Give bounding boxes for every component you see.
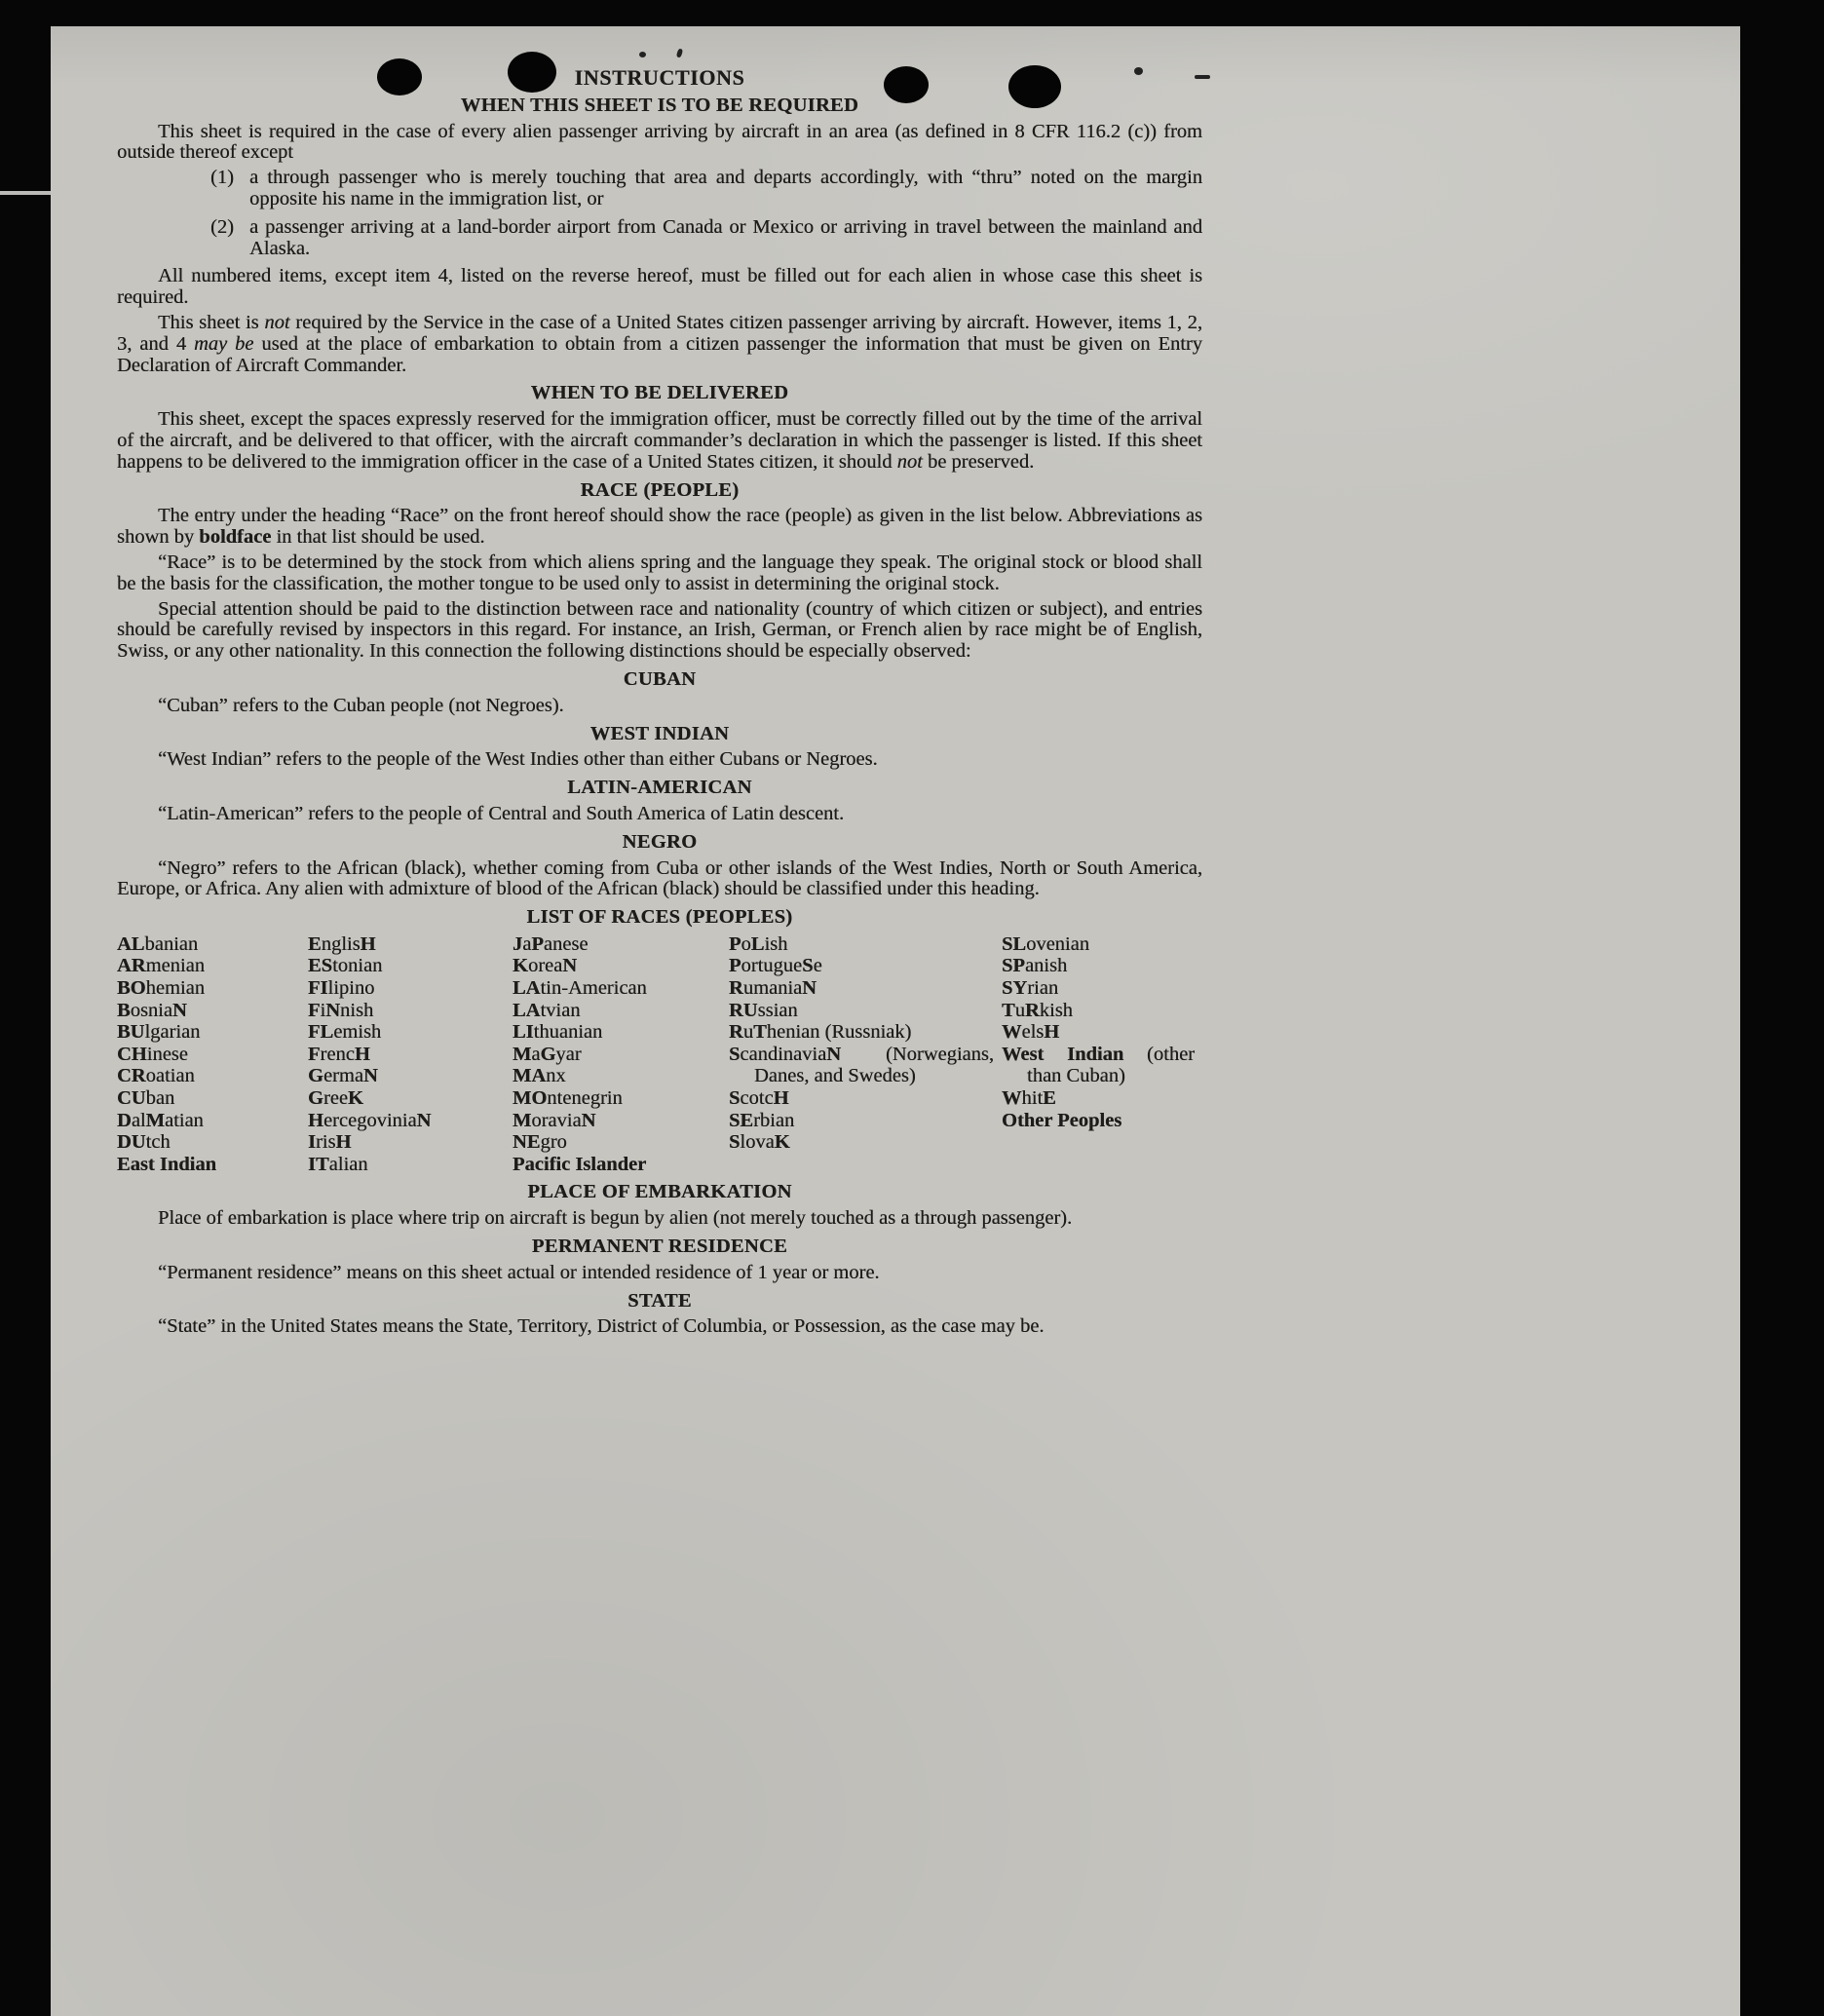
race-item: ITalian — [308, 1153, 368, 1175]
list-number: (1) — [210, 167, 234, 189]
race-item: WhitE — [1002, 1087, 1056, 1110]
race-item: ScandinaviaN (Norwegians, Danes, and Swedes) — [729, 1043, 994, 1087]
races-column — [729, 933, 1002, 1176]
list-item-through-passenger — [210, 168, 1202, 210]
section-heading-races-list: LIST OF RACES (PEOPLES) — [526, 906, 793, 929]
race-item: ARmenian — [117, 955, 205, 977]
section-heading-when-required: WHEN THIS SHEET IS TO BE REQUIRED — [460, 94, 859, 116]
race-item: TuRkish — [1002, 999, 1073, 1021]
ink-speck — [676, 48, 684, 57]
race-item: EnglisH — [308, 932, 376, 955]
races-list — [117, 933, 1202, 1176]
race-item: RUssian — [729, 999, 798, 1021]
section-heading-when-delivered: WHEN TO BE DELIVERED — [530, 382, 789, 404]
race-item: LAtvian — [513, 999, 581, 1021]
paragraph-race-special: Special attention should be paid to the distinction between race and nationality (country of which citizen or subject), and entries should be carefully revised by inspectors in this regard. For instance, an Irish, German, or French alien by race might be of English, Swiss, or any other nationality. In this connection the following distinctions should be especially observed: — [117, 597, 1202, 663]
paragraph-latin-american: “Latin-American” refers to the people of Central and South America of Latin descent. — [158, 802, 845, 824]
paragraph-not-required: This sheet is not required by the Service in the case of a United States citizen passenger arriving by aircraft. However, items 1, 2, 3, and 4 may be used at the place of embarkation to obtain from a citizen passenger the information that must be given on Entry Declaration of Aircraft Commander. — [117, 311, 1202, 376]
race-item: LIthuanian — [513, 1021, 603, 1044]
races-column — [308, 933, 513, 1176]
race-item: ScotcH — [729, 1087, 789, 1110]
section-heading-negro: NEGRO — [622, 830, 698, 853]
section-heading-state: STATE — [627, 1289, 692, 1312]
race-item: SlovaK — [729, 1131, 790, 1154]
list-item-land-border — [210, 217, 1202, 260]
race-item: MOntenegrin — [513, 1087, 623, 1110]
race-item: RuThenian (Russniak) — [729, 1021, 912, 1044]
races-column — [1002, 933, 1202, 1176]
paragraph-state: “State” in the United States means the State, Territory, District of Columbia, or Possession, as the case may be. — [158, 1315, 1045, 1338]
paragraph-west-indian: “West Indian” refers to the people of the West Indies other than either Cubans or Negroes. — [158, 748, 878, 771]
list-number: (2) — [210, 215, 234, 238]
race-item: DUtch — [117, 1131, 171, 1154]
paragraph-cuban: “Cuban” refers to the Cuban people (not Negroes). — [158, 694, 564, 716]
race-item: BOhemian — [117, 977, 205, 1000]
paragraph-race-entry: The entry under the heading “Race” on the front hereof should show the race (people) as given in the list below. Abbreviations as shown by boldface in that list should be used. — [117, 505, 1202, 549]
race-item: PortugueSe — [729, 955, 822, 977]
race-item: FiNnish — [308, 999, 374, 1021]
race-item: JaPanese — [513, 932, 589, 955]
race-item: CHinese — [117, 1043, 188, 1065]
race-item: PoLish — [729, 932, 788, 955]
race-item: FIlipino — [308, 977, 375, 1000]
race-item: HercegoviniaN — [308, 1109, 432, 1131]
section-heading-embarkation: PLACE OF EMBARKATION — [527, 1181, 792, 1203]
race-item: ALbanian — [117, 932, 199, 955]
paragraph-delivered: This sheet, except the spaces expressly reserved for the immigration officer, must be correctly filled out by the time of the arrival of the aircraft, and be delivered to that officer, with the aircraft commander’s declaration in which the passenger is listed. If this sheet happens to be delivered to the immigration officer in the case of a United States citizen, it should not be preserved. — [117, 408, 1202, 473]
race-item: SLovenian — [1002, 932, 1089, 955]
race-item: Other Peoples — [1002, 1109, 1122, 1131]
section-heading-race: RACE (PEOPLE) — [580, 478, 740, 501]
list-item-text: a through passenger who is merely touching that area and departs accordingly, with “thru” noted on the margin opposite his name in the immigration list, or — [249, 167, 1202, 209]
race-item: FLemish — [308, 1021, 382, 1044]
ink-speck — [639, 52, 646, 57]
page-title: INSTRUCTIONS — [574, 65, 745, 90]
race-item: MaGyar — [513, 1043, 582, 1065]
section-heading-latin-american: LATIN-AMERICAN — [567, 777, 752, 799]
document-content — [117, 67, 1202, 1342]
race-item: MoraviaN — [513, 1109, 596, 1131]
race-item: SErbian — [729, 1109, 795, 1131]
paragraph-negro: “Negro” refers to the African (black), whether coming from Cuba or other islands of the West Indies, North or South America, Europe, or Africa. Any alien with admixture of blood of the African (black) should be classified under this heading. — [117, 856, 1202, 900]
race-item: FrencH — [308, 1043, 370, 1065]
paragraph-race-determined: “Race” is to be determined by the stock from which aliens spring and the language they speak. The original stock or blood shall be the basis for the classification, the mother tongue to be used only to assist in determining the original stock. — [117, 551, 1202, 594]
races-column — [117, 933, 308, 1176]
race-item: GreeK — [308, 1087, 363, 1110]
race-item: MAnx — [513, 1065, 566, 1087]
race-item: KoreaN — [513, 955, 578, 977]
race-item: NEgro — [513, 1131, 567, 1154]
paragraph-all-items: All numbered items, except item 4, listed on the reverse hereof, must be filled out for each alien in whose case this sheet is required. — [117, 265, 1202, 309]
instruction-sheet — [51, 26, 1740, 2016]
paragraph-embarkation: Place of embarkation is place where trip on aircraft is begun by alien (not merely touched as a through passenger). — [158, 1207, 1073, 1230]
race-item: SYrian — [1002, 977, 1059, 1000]
race-item: BUlgarian — [117, 1021, 201, 1044]
race-item: West Indian (other than Cuban) — [1002, 1043, 1196, 1087]
paragraph-residence: “Permanent residence” means on this sheet actual or intended residence of 1 year or more. — [158, 1261, 880, 1283]
race-item: CRoatian — [117, 1065, 195, 1087]
race-item: LAtin-American — [513, 977, 647, 1000]
race-item: GermaN — [308, 1065, 378, 1087]
list-item-text: a passenger arriving at a land-border airport from Canada or Mexico or arriving in travel between the mainland and Alaska. — [249, 215, 1202, 259]
paragraph-required-intro: This sheet is required in the case of every alien passenger arriving by aircraft in an area (as defined in 8 CFR 116.2 (c)) from outside thereof except — [117, 120, 1202, 164]
section-heading-cuban: CUBAN — [623, 667, 697, 690]
race-item: Pacific Islander — [513, 1153, 647, 1175]
race-item: DalMatian — [117, 1109, 204, 1131]
race-item: WelsH — [1002, 1021, 1060, 1044]
race-item: BosniaN — [117, 999, 187, 1021]
section-heading-west-indian: WEST INDIAN — [589, 722, 730, 744]
race-item: East Indian — [117, 1153, 216, 1175]
race-item: RumaniaN — [729, 977, 817, 1000]
race-item: EStonian — [308, 955, 383, 977]
race-item: IrisH — [308, 1131, 352, 1154]
race-item: CUban — [117, 1087, 175, 1110]
section-heading-residence: PERMANENT RESIDENCE — [531, 1236, 788, 1258]
races-column — [513, 933, 729, 1176]
race-item: SPanish — [1002, 955, 1068, 977]
